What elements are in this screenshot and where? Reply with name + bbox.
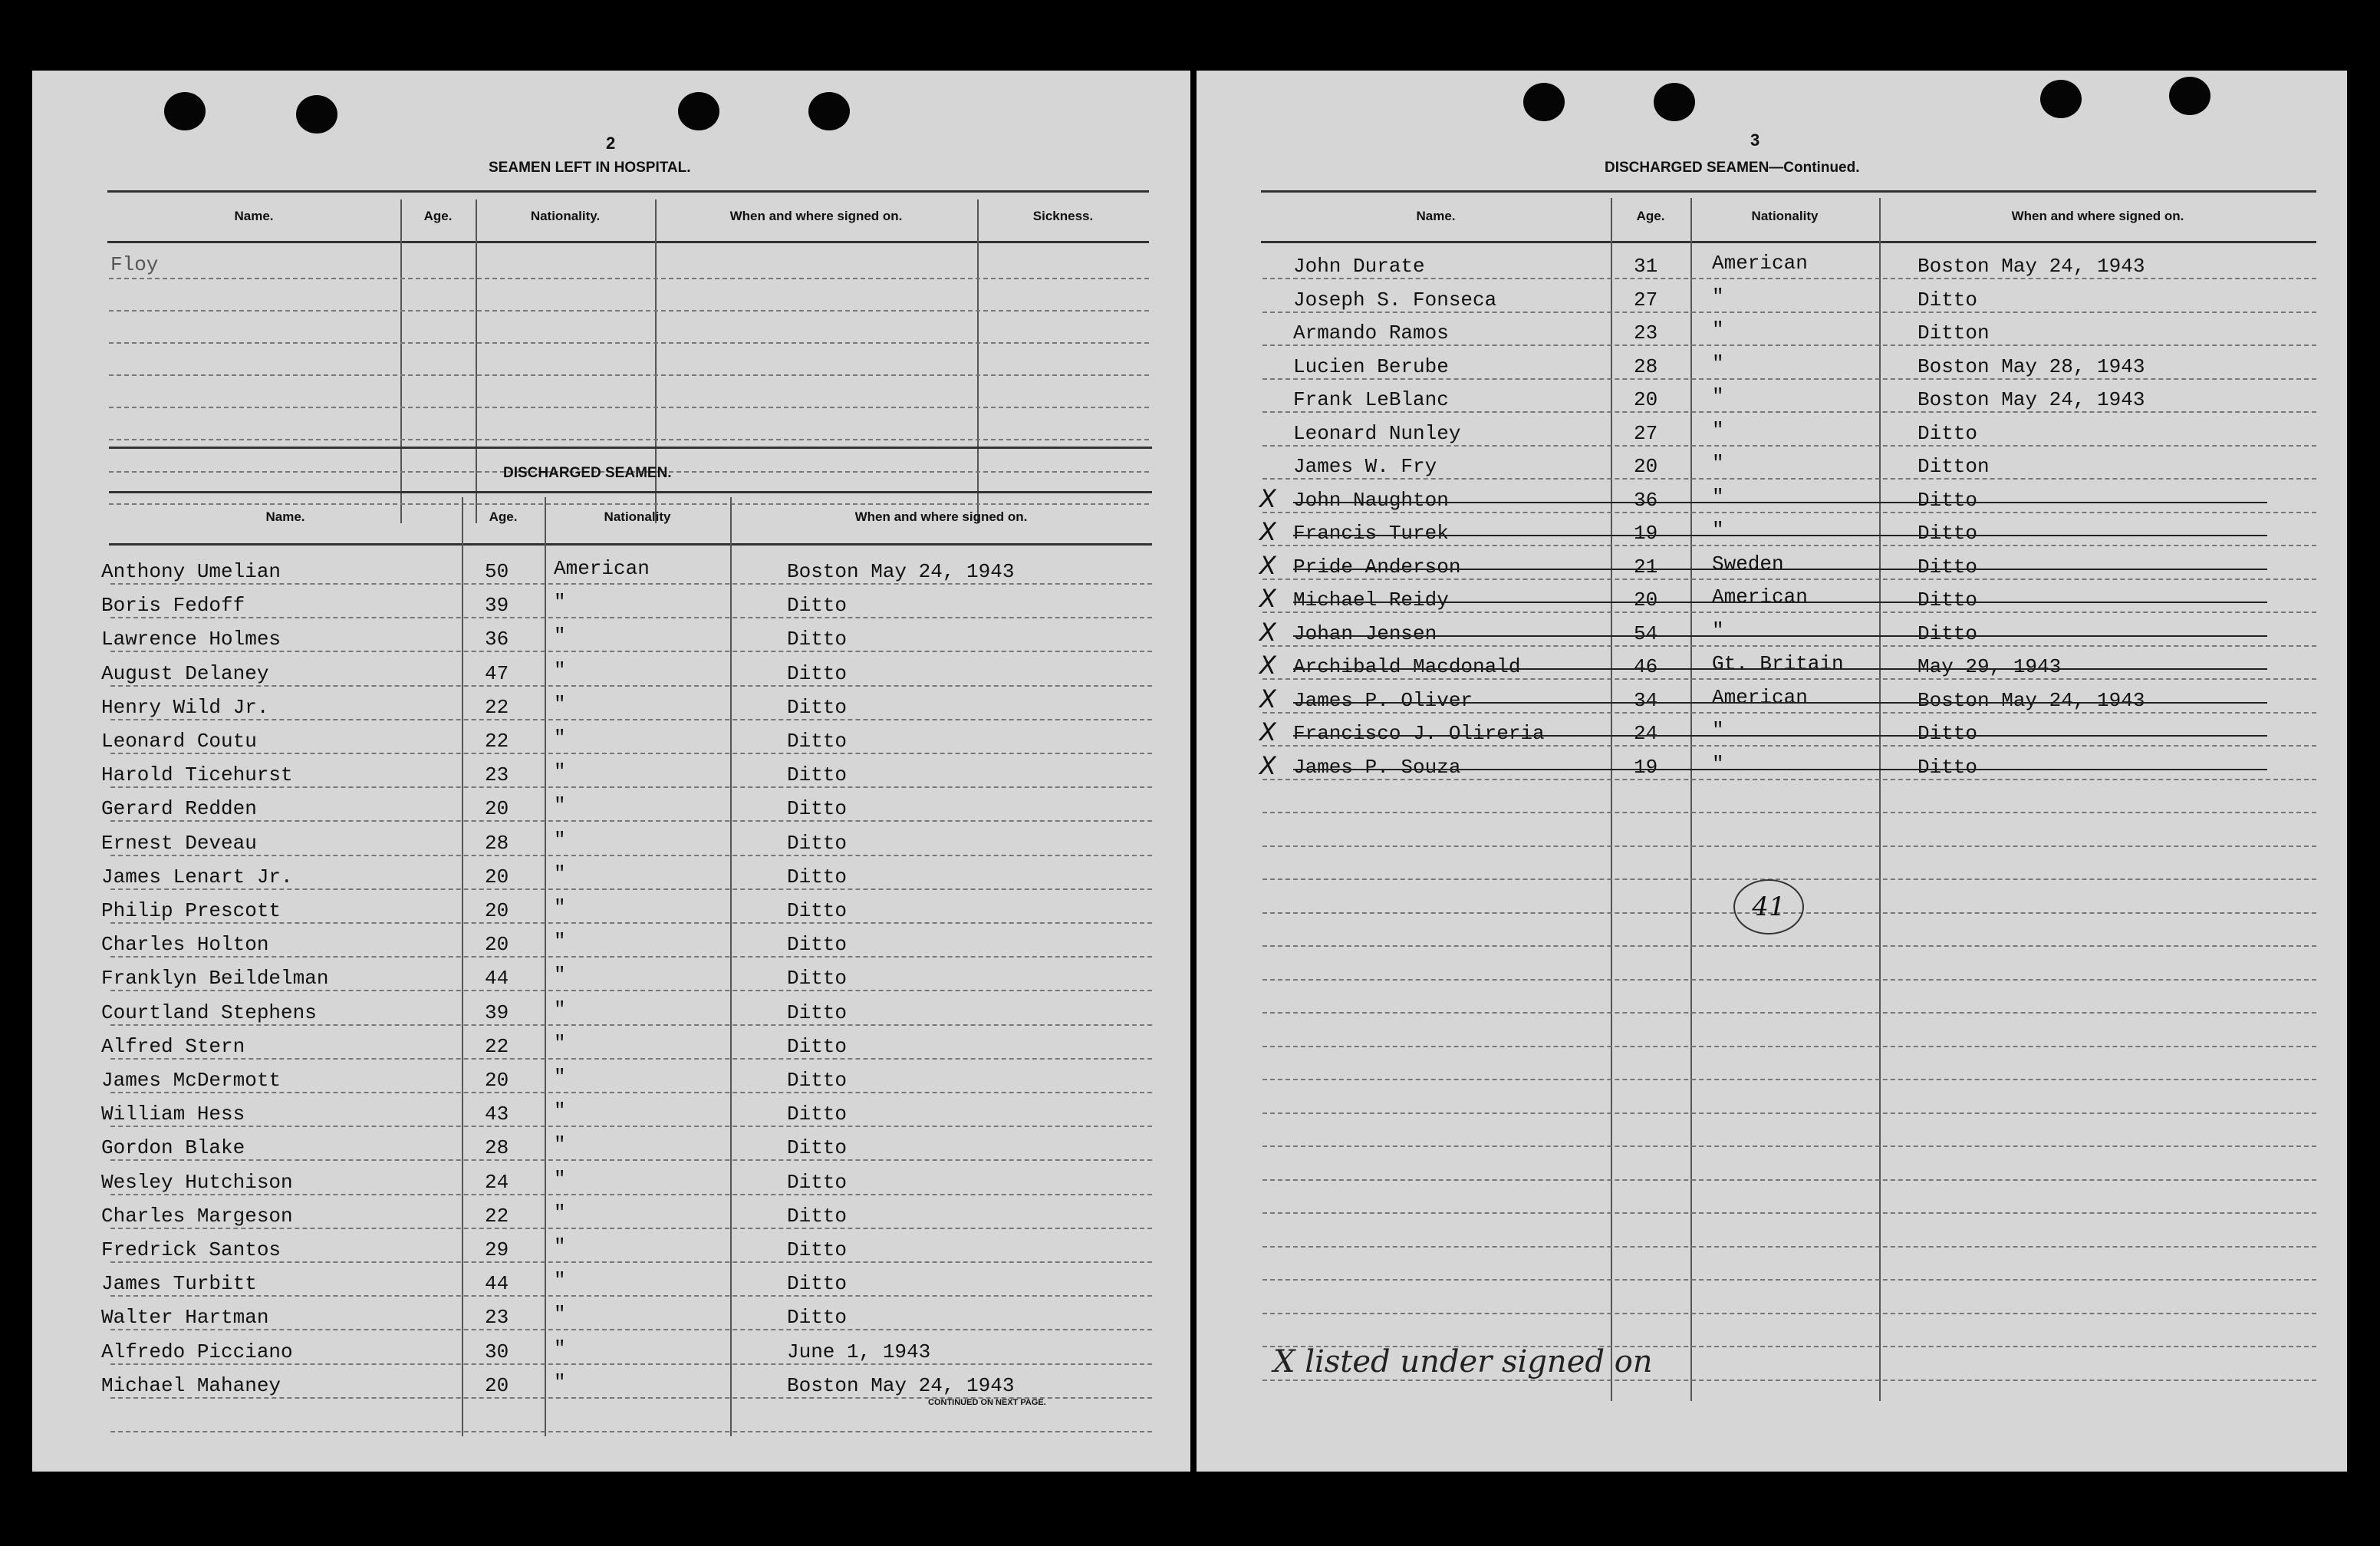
seaman-signed-on: Ditto [787, 1238, 848, 1261]
cross-out-mark: X [1259, 617, 1276, 647]
row-rule [110, 1024, 1152, 1026]
table-rule [109, 491, 1152, 493]
row-rule [1262, 645, 2316, 647]
discharged-section-title: DISCHARGED SEAMEN. [503, 465, 672, 481]
seaman-age: 28 [485, 1136, 509, 1160]
row-rule [110, 1058, 1152, 1060]
table-rule [1261, 241, 2316, 243]
row-rule [1262, 579, 2316, 580]
seaman-age: 20 [485, 899, 509, 922]
seaman-signed-on: Ditto [1917, 621, 1978, 645]
seaman-name: August Delaney [101, 661, 269, 685]
punch-hole [808, 92, 850, 130]
row-rule [110, 617, 1152, 618]
seaman-nationality: " [1712, 351, 1724, 375]
seaman-signed-on: Ditto [1917, 488, 1978, 512]
seaman-signed-on: Ditto [787, 1272, 848, 1296]
seaman-name: Michael Mahaney [101, 1373, 281, 1397]
seaman-nationality: " [554, 1303, 566, 1327]
row-rule [1262, 312, 2316, 313]
seaman-age: 39 [485, 594, 509, 618]
seaman-signed-on: Ditto [1917, 421, 1978, 445]
seaman-name: Michael Reidy [1293, 588, 1449, 611]
row-rule [1262, 278, 2316, 279]
continued-footer: CONTINUED ON NEXT PAGE. [928, 1398, 1046, 1407]
seaman-name: Alfred Stern [101, 1034, 245, 1058]
seaman-nationality: " [554, 997, 566, 1021]
seaman-name: Wesley Hutchison [101, 1170, 293, 1194]
row-rule [1262, 1145, 2316, 1147]
punch-hole [164, 92, 206, 130]
seaman-name: Frank LeBlanc [1293, 388, 1449, 411]
seaman-signed-on: Boston May 24, 1943 [1917, 688, 2145, 712]
column-rule [476, 199, 477, 523]
seaman-name: Leonard Nunley [1293, 421, 1461, 445]
right-page [1197, 71, 2347, 1472]
seaman-signed-on: Ditto [787, 1306, 848, 1330]
seaman-signed-on: Ditto [787, 1103, 848, 1126]
column-header-name: Name. [265, 509, 305, 524]
row-rule [1262, 344, 2316, 346]
seaman-age: 36 [485, 628, 509, 651]
row-rule [110, 1228, 1152, 1229]
seaman-nationality: " [1712, 452, 1724, 475]
column-header-signed-on: When and where signed on. [2011, 209, 2184, 223]
seaman-nationality: " [1712, 618, 1724, 642]
seaman-name: James McDermott [101, 1069, 281, 1092]
row-rule [1262, 1279, 2316, 1281]
strike-through-line [1293, 569, 2267, 570]
continued-section-title: DISCHARGED SEAMEN—Continued. [1605, 160, 1860, 176]
row-rule [1262, 545, 2316, 546]
seaman-signed-on: June 1, 1943 [787, 1340, 931, 1363]
row-rule [110, 786, 1152, 788]
row-rule [1262, 478, 2316, 480]
row-rule [1262, 1246, 2316, 1248]
strike-through-line [1293, 702, 2267, 704]
seaman-signed-on: Ditton [1917, 455, 1990, 478]
row-rule [110, 719, 1152, 720]
seaman-name: James Turbitt [101, 1272, 257, 1296]
seaman-name: Ernest Deveau [101, 831, 257, 855]
punch-hole [1523, 83, 1565, 121]
seaman-name: James P. Souza [1293, 755, 1461, 779]
row-rule [1262, 1046, 2316, 1047]
row-rule [110, 922, 1152, 924]
seaman-nationality: " [554, 828, 566, 852]
seaman-nationality: Sweden [1712, 552, 1784, 575]
seaman-name: Anthony Umelian [101, 560, 281, 583]
seaman-nationality: American [1712, 585, 1808, 608]
row-rule [1262, 678, 2316, 680]
seaman-name: Gordon Blake [101, 1136, 245, 1160]
row-rule [110, 1363, 1152, 1365]
seaman-name: Leonard Coutu [101, 730, 257, 753]
seaman-name: Johan Jensen [1293, 621, 1437, 645]
seaman-signed-on: Ditto [787, 797, 848, 821]
seaman-age: 28 [1634, 354, 1658, 378]
seaman-name: James Lenart Jr. [101, 865, 293, 888]
punch-hole [1654, 83, 1695, 121]
seaman-name: Pride Anderson [1293, 555, 1461, 579]
row-rule [1262, 979, 2316, 981]
table-rule [109, 543, 1152, 546]
seaman-name: Boris Fedoff [101, 594, 245, 618]
row-rule [110, 685, 1152, 687]
seaman-age: 47 [485, 661, 509, 685]
seaman-age: 24 [485, 1170, 509, 1194]
strike-through-line [1293, 502, 2267, 503]
seaman-name: Walter Hartman [101, 1306, 269, 1330]
seaman-name: Franklyn Beildelman [101, 967, 329, 991]
seaman-age: 22 [485, 1204, 509, 1228]
seaman-age: 21 [1634, 555, 1658, 579]
column-header-name: Name. [234, 209, 274, 223]
cross-out-mark: X [1259, 651, 1276, 680]
seaman-age: 24 [1634, 722, 1658, 745]
seaman-signed-on: May 29, 1943 [1917, 655, 2062, 678]
row-rule [1262, 445, 2316, 447]
seaman-age: 36 [1634, 488, 1658, 512]
seaman-signed-on: Ditto [787, 865, 848, 888]
column-header-signed-on: When and where signed on. [729, 209, 903, 223]
row-rule [110, 1092, 1152, 1093]
row-rule [110, 888, 1152, 890]
seaman-nationality: " [554, 964, 566, 987]
seaman-signed-on: Ditto [787, 628, 848, 651]
row-rule [1262, 512, 2316, 513]
seaman-signed-on: Ditto [1917, 555, 1978, 579]
seaman-age: 20 [485, 797, 509, 821]
row-rule [1262, 411, 2316, 413]
cross-out-mark: X [1259, 550, 1276, 580]
seaman-nationality: " [554, 727, 566, 750]
seaman-age: 44 [485, 1272, 509, 1296]
seaman-signed-on: Boston May 24, 1943 [787, 560, 1015, 583]
seaman-name: Charles Margeson [101, 1204, 293, 1228]
seaman-nationality: " [554, 1235, 566, 1258]
seaman-age: 20 [485, 933, 509, 957]
cross-out-mark: X [1259, 717, 1276, 747]
column-rule [977, 199, 979, 523]
seaman-nationality: " [554, 1269, 566, 1293]
seaman-name: Courtland Stephens [101, 1000, 317, 1024]
seaman-name: Archibald Macdonald [1293, 655, 1521, 678]
seaman-age: 23 [1634, 321, 1658, 344]
seaman-nationality: " [554, 1201, 566, 1225]
seaman-signed-on: Ditto [787, 1069, 848, 1092]
column-header-age: Age. [423, 209, 453, 223]
seaman-name: Philip Prescott [101, 899, 281, 922]
seaman-signed-on: Ditto [787, 933, 848, 957]
seaman-nationality: " [554, 930, 566, 954]
seaman-nationality: " [554, 625, 566, 648]
seaman-nationality: " [554, 896, 566, 919]
seaman-name: Armando Ramos [1293, 321, 1449, 344]
cross-out-mark: X [1259, 483, 1276, 513]
seaman-age: 54 [1634, 621, 1658, 645]
seaman-nationality: " [554, 1066, 566, 1089]
page-number: 2 [606, 134, 616, 153]
seaman-signed-on: Boston May 28, 1943 [1917, 354, 2145, 378]
row-rule [110, 753, 1152, 754]
seaman-nationality: " [1712, 418, 1724, 442]
hospital-section-title: SEAMEN LEFT IN HOSPITAL. [489, 160, 691, 176]
page-number: 3 [1750, 130, 1760, 150]
seaman-age: 27 [1634, 421, 1658, 445]
strike-through-line [1293, 735, 2267, 737]
strike-through-line [1293, 602, 2267, 603]
row-rule [1262, 745, 2316, 747]
row-rule [1262, 1212, 2316, 1214]
column-header-nationality: Nationality [604, 509, 671, 524]
seaman-nationality: American [1712, 252, 1808, 275]
seaman-signed-on: Ditto [787, 1034, 848, 1058]
seaman-name: Gerard Redden [101, 797, 257, 821]
seaman-signed-on: Ditto [1917, 288, 1978, 312]
column-header-age: Age. [489, 509, 518, 524]
seaman-name: Joseph S. Fonseca [1293, 288, 1497, 312]
circled-page-count: 41 [1733, 879, 1804, 935]
cross-out-mark: X [1259, 684, 1276, 714]
strike-through-line [1293, 635, 2267, 637]
seaman-age: 23 [485, 763, 509, 787]
seaman-signed-on: Ditto [787, 831, 848, 855]
table-rule [107, 190, 1149, 193]
seaman-nationality: " [554, 692, 566, 716]
row-rule [1262, 945, 2316, 947]
seaman-nationality: " [1712, 285, 1724, 308]
row-rule [110, 1126, 1152, 1127]
seaman-age: 29 [485, 1238, 509, 1261]
seaman-nationality: " [1712, 318, 1724, 341]
seaman-nationality: " [1712, 385, 1724, 408]
row-rule [1262, 1179, 2316, 1181]
strike-through-line [1293, 668, 2267, 670]
seaman-signed-on: Ditto [787, 899, 848, 922]
seaman-name: Lawrence Holmes [101, 628, 281, 651]
seaman-age: 20 [485, 1373, 509, 1397]
seaman-age: 27 [1634, 288, 1658, 312]
seaman-signed-on: Ditto [787, 1170, 848, 1194]
cross-out-mark: X [1259, 517, 1276, 546]
row-rule [1262, 611, 2316, 613]
table-rule [1261, 190, 2316, 193]
column-header-signed-on: When and where signed on. [854, 509, 1028, 524]
seaman-age: 20 [1634, 588, 1658, 611]
seaman-nationality: " [554, 1031, 566, 1055]
seaman-signed-on: Ditto [787, 661, 848, 685]
seaman-signed-on: Boston May 24, 1943 [787, 1373, 1015, 1397]
row-rule [1262, 712, 2316, 714]
seaman-nationality: " [1712, 485, 1724, 509]
seaman-name: John Durate [1293, 255, 1425, 278]
row-rule [110, 956, 1152, 958]
row-rule [1262, 812, 2316, 813]
seaman-signed-on: Ditto [787, 1204, 848, 1228]
seaman-age: 30 [485, 1340, 509, 1363]
seaman-nationality: " [1712, 519, 1724, 542]
seaman-nationality: " [554, 1370, 566, 1394]
seaman-nationality: " [554, 591, 566, 615]
column-rule [400, 199, 402, 523]
punch-hole [678, 92, 719, 130]
row-rule [110, 990, 1152, 991]
seaman-signed-on: Ditto [787, 695, 848, 719]
seaman-nationality: " [554, 862, 566, 885]
seaman-name: Charles Holton [101, 933, 269, 957]
seaman-signed-on: Ditto [1917, 755, 1978, 779]
seaman-signed-on: Ditto [787, 730, 848, 753]
row-rule [110, 651, 1152, 652]
seaman-signed-on: Ditto [1917, 522, 1978, 545]
seaman-age: 20 [1634, 388, 1658, 411]
seaman-nationality: " [554, 760, 566, 784]
seaman-name: Henry Wild Jr. [101, 695, 269, 719]
seaman-age: 20 [1634, 455, 1658, 478]
seaman-age: 46 [1634, 655, 1658, 678]
punch-hole [2040, 80, 2082, 118]
seaman-name: James P. Oliver [1293, 688, 1473, 712]
seaman-name: William Hess [101, 1103, 245, 1126]
seaman-signed-on: Ditto [787, 763, 848, 787]
seaman-nationality: American [1712, 685, 1808, 709]
handwritten-note: X listed under signed on [1273, 1344, 1653, 1380]
row-rule [1262, 878, 2316, 880]
row-rule [110, 583, 1152, 585]
seaman-age: 22 [485, 1034, 509, 1058]
seaman-nationality: " [554, 794, 566, 818]
seaman-name: Francis Turek [1293, 522, 1449, 545]
seaman-age: 19 [1634, 755, 1658, 779]
seaman-age: 44 [485, 967, 509, 991]
seaman-age: 50 [485, 560, 509, 583]
seaman-age: 20 [485, 865, 509, 888]
column-header-age: Age. [1636, 209, 1665, 223]
seaman-nationality: " [554, 1337, 566, 1360]
seaman-nationality: " [554, 658, 566, 682]
seaman-age: 31 [1634, 255, 1658, 278]
seaman-age: 23 [485, 1306, 509, 1330]
seaman-name: Alfredo Picciano [101, 1340, 293, 1363]
cross-out-mark: X [1259, 584, 1276, 613]
row-rule [110, 1159, 1152, 1161]
seaman-nationality: " [1712, 719, 1724, 742]
seaman-age: 39 [485, 1000, 509, 1024]
table-rule [107, 241, 1149, 243]
seaman-age: 28 [485, 831, 509, 855]
seaman-age: 19 [1634, 522, 1658, 545]
seaman-age: 43 [485, 1103, 509, 1126]
seaman-age: 34 [1634, 688, 1658, 712]
punch-hole [296, 95, 337, 134]
seaman-signed-on: Ditto [787, 594, 848, 618]
seaman-nationality: " [554, 1133, 566, 1157]
cross-out-mark: X [1259, 750, 1276, 780]
seaman-name: Harold Ticehurst [101, 763, 293, 787]
row-rule [1262, 779, 2316, 780]
row-rule [1262, 378, 2316, 380]
seaman-signed-on: Ditton [1917, 321, 1990, 344]
row-rule [110, 820, 1152, 822]
seaman-signed-on: Boston May 24, 1943 [1917, 255, 2145, 278]
row-rule [110, 1431, 1152, 1432]
row-rule [1262, 1113, 2316, 1114]
seaman-signed-on: Ditto [787, 967, 848, 991]
strike-through-line [1293, 769, 2267, 770]
seaman-name: James W. Fry [1293, 455, 1437, 478]
column-header-nationality: Nationality [1751, 209, 1819, 223]
seaman-signed-on: Ditto [1917, 722, 1978, 745]
seaman-signed-on: Ditto [787, 1000, 848, 1024]
row-rule [110, 1295, 1152, 1297]
seaman-age: 20 [485, 1069, 509, 1092]
seaman-name: John Naughton [1293, 488, 1449, 512]
seaman-nationality: " [554, 1167, 566, 1191]
seaman-nationality: American [554, 557, 650, 580]
seaman-nationality: Gt. Britain [1712, 652, 1844, 675]
seaman-signed-on: Ditto [1917, 588, 1978, 611]
row-rule [1262, 1313, 2316, 1314]
hospital-entry: Floy [110, 253, 159, 276]
seaman-signed-on: Ditto [787, 1136, 848, 1160]
strike-through-line [1293, 535, 2267, 536]
column-header-nationality: Nationality. [530, 209, 601, 223]
row-rule [1262, 1012, 2316, 1014]
column-header-sickness: Sickness. [1032, 209, 1094, 223]
column-header-name: Name. [1416, 209, 1456, 223]
seaman-name: Lucien Berube [1293, 354, 1449, 378]
row-rule [110, 1194, 1152, 1195]
seaman-name: Francisco J. Olireria [1293, 722, 1545, 745]
punch-hole [2169, 77, 2210, 115]
row-rule [1262, 1079, 2316, 1080]
row-rule [1262, 846, 2316, 847]
seaman-age: 22 [485, 730, 509, 753]
row-rule [110, 1329, 1152, 1330]
seaman-nationality: " [554, 1099, 566, 1123]
seaman-age: 22 [485, 695, 509, 719]
seaman-name: Fredrick Santos [101, 1238, 281, 1261]
left-page [32, 71, 1190, 1472]
row-rule [110, 855, 1152, 856]
seaman-nationality: " [1712, 752, 1724, 776]
seaman-signed-on: Boston May 24, 1943 [1917, 388, 2145, 411]
table-rule [109, 447, 1152, 449]
row-rule [110, 1261, 1152, 1263]
